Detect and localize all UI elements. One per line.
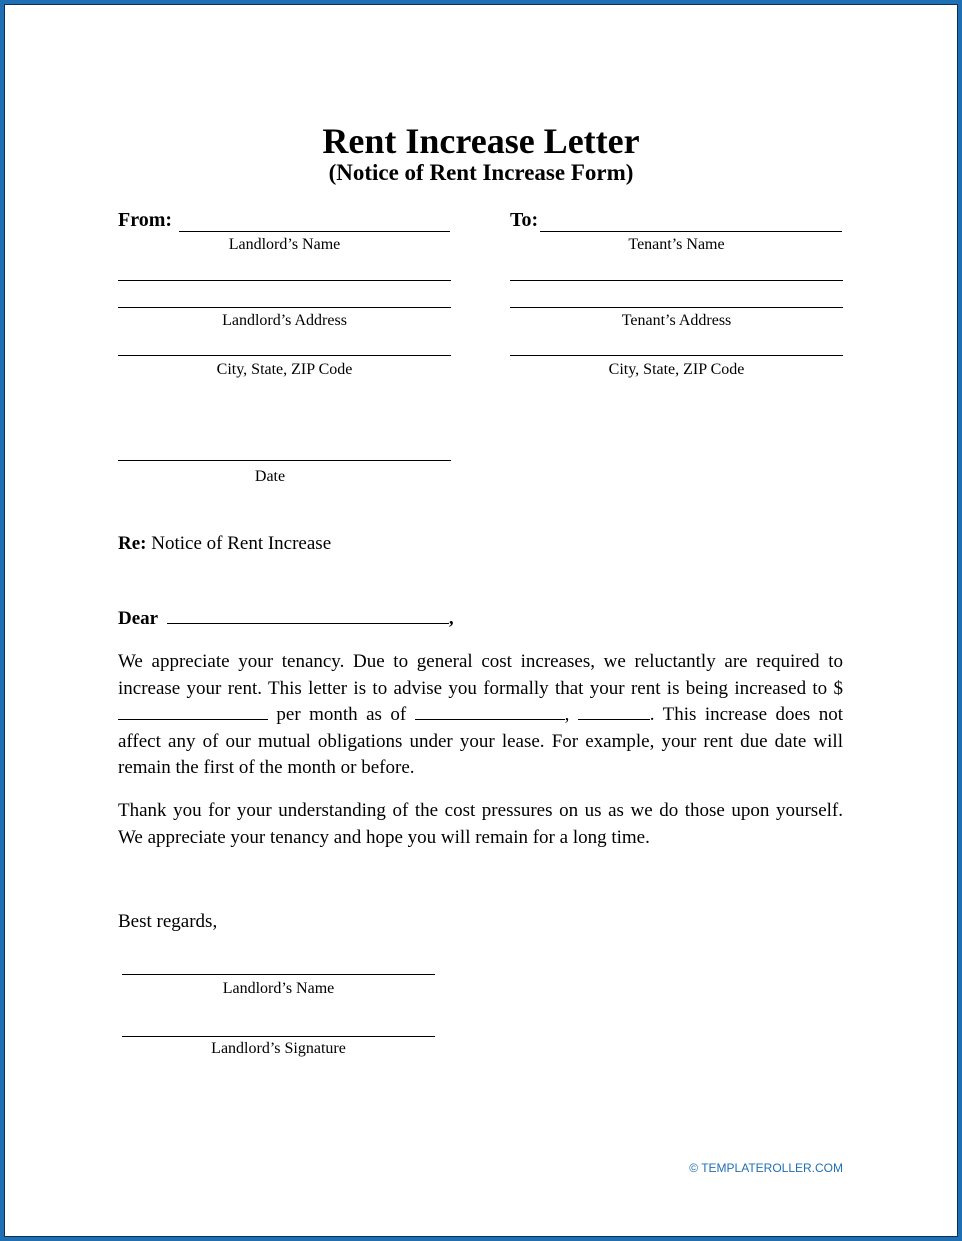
landlord-address-caption: Landlord’s Address: [222, 312, 347, 329]
to-city-line[interactable]: [510, 355, 843, 356]
from-address-line-1[interactable]: [118, 280, 451, 281]
closing: Best regards,: [118, 911, 218, 932]
from-city-line[interactable]: [118, 355, 451, 356]
salutation: [118, 606, 454, 633]
re-line: [118, 531, 331, 558]
to-label: To:: [510, 209, 539, 231]
document-title: Rent Increase Letter: [322, 121, 640, 161]
recipient-name-blank[interactable]: [167, 606, 449, 624]
salutation-label: Dear: [118, 608, 159, 629]
from-label: From:: [118, 209, 173, 231]
paragraph-1-text-a: We appreciate your tenancy. Due to general cost increases, we reluctantly are required to increase your rent. This letter is to advise you formally that your rent is being increased to $: [118, 651, 843, 699]
paragraph-1: [118, 649, 843, 782]
effective-date-blank[interactable]: [415, 702, 565, 720]
date-line[interactable]: [118, 460, 451, 461]
from-address-line-2[interactable]: [118, 307, 451, 308]
paragraph-2: Thank you for your understanding of the cost pressures on us as we do those upon yourself. We appreciate your tenancy and hope you will remain for a long time.: [118, 800, 843, 848]
re-label: Re:: [118, 533, 147, 554]
to-address-line-1[interactable]: [510, 280, 843, 281]
templateroller-credit-link[interactable]: © TEMPLATEROLLER.COM: [689, 1161, 843, 1175]
landlord-name-caption: Landlord’s Name: [228, 236, 341, 253]
from-name-line[interactable]: [179, 231, 450, 232]
to-name-line[interactable]: [540, 231, 842, 232]
tenant-name-caption: Tenant’s Name: [628, 236, 725, 253]
to-address-line-2[interactable]: [510, 307, 843, 308]
signature-line[interactable]: [122, 1036, 435, 1037]
tenant-city-caption: City, State, ZIP Code: [608, 361, 745, 378]
signature-name-caption: Landlord’s Name: [222, 980, 335, 997]
rent-amount-blank[interactable]: [118, 702, 268, 720]
tenant-address-caption: Tenant’s Address: [621, 312, 732, 329]
paragraph-1-text-b: per month as of: [268, 704, 415, 725]
landlord-city-caption: City, State, ZIP Code: [216, 361, 353, 378]
effective-year-blank[interactable]: [578, 702, 650, 720]
signature-name-line[interactable]: [122, 974, 435, 975]
salutation-comma: ,: [448, 608, 454, 629]
paragraph-1-text-d: . This increase does not affect any of our mutual obligations under your lease. For example, your rent due date will remain the first of the month or before.: [118, 704, 843, 778]
signature-caption: Landlord’s Signature: [211, 1040, 346, 1057]
date-caption: Date: [254, 468, 286, 485]
paragraph-1-text-c: ,: [564, 704, 578, 725]
re-text: Notice of Rent Increase: [151, 533, 332, 554]
document-subtitle: (Notice of Rent Increase Form): [328, 160, 634, 185]
